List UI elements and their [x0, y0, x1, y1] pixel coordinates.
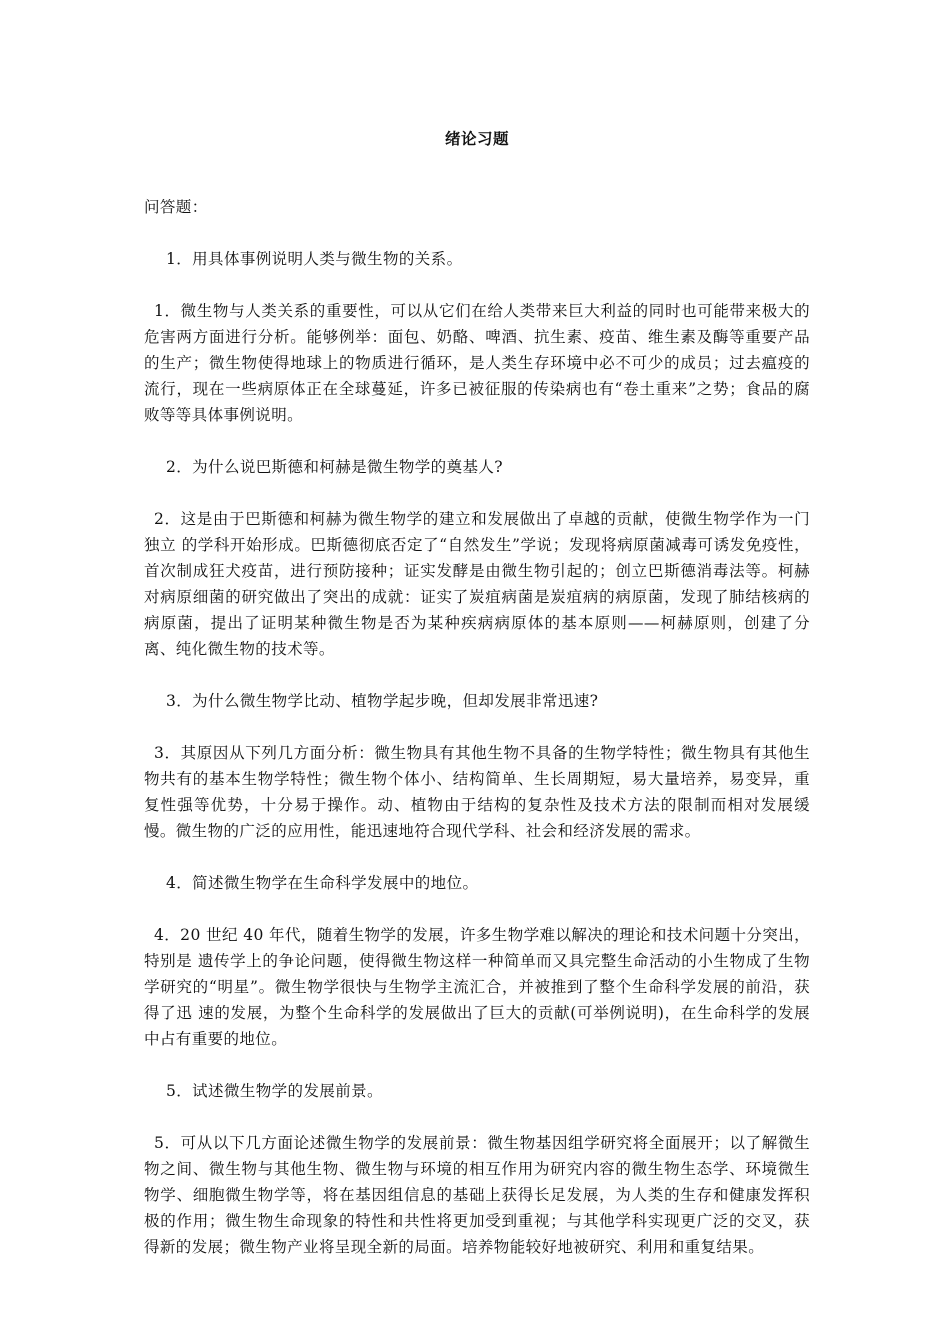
section-label: 问答题：: [144, 198, 208, 216]
answer-5: 5．可从以下几方面论述微生物学的发展前景：微生物基因组学研究将全面展开；以了解微生物之间、微生物与其他生物、微生物与环境的相互作用为研究内容的微生物生态学、环境微生物学、细胞微生物学等，将在基因组信息的基础上获得长足发展，为人类的生存和健康发挥积极的作用；微生物生命现象的特性和共性将更加受到重视；与其他学科实现更广泛的交叉，获得新的发展；微生物产业将呈现全新的局面。培养物能较好地被研究、利用和重复结果。: [144, 1134, 810, 1256]
question-5: 5．试述微生物学的发展前景。: [166, 1082, 383, 1100]
question-2: 2．为什么说巴斯德和柯赫是微生物学的奠基人?: [166, 458, 503, 476]
answer-1: 1．微生物与人类关系的重要性，可以从它们在给人类带来巨大利益的同时也可能带来极大的危害两方面进行分析。能够例举：面包、奶酪、啤酒、抗生素、疫苗、维生素及酶等重要产品的生产；微生物使得地球上的物质进行循环，是人类生存环境中必不可少的成员；过去瘟疫的流行，现在一些病原体正在全球蔓延，许多已被征服的传染病也有“卷土重来”之势；食品的腐败等等具体事例说明。: [144, 302, 810, 424]
question-4: 4．简述微生物学在生命科学发展中的地位。: [166, 874, 479, 892]
question-3: 3．为什么微生物学比动、植物学起步晚，但却发展非常迅速?: [166, 692, 599, 710]
question-1: 1．用具体事例说明人类与微生物的关系。: [166, 250, 463, 268]
answer-2: 2．这是由于巴斯德和柯赫为微生物学的建立和发展做出了卓越的贡献，使微生物学作为一门独立 的学科开始形成。巴斯德彻底否定了“自然发生”学说；发现将病原菌减毒可诱发免疫性，首次制成狂犬疫苗，进行预防接种；证实发酵是由微生物引起的；创立巴斯德消毒法等。柯赫对病原细菌的研究做出了突出的成就：证实了炭疽病菌是炭疽病的病原菌，发现了肺结核病的病原菌，提出了证明某种微生物是否为某种疾病病原体的基本原则——柯赫原则，创建了分离、纯化微生物的技术等。: [144, 510, 810, 658]
answer-4: 4．20 世纪 40 年代，随着生物学的发展，许多生物学难以解决的理论和技术问题十分突出，特别是 遗传学上的争论问题，使得微生物这样一种简单而又具完整生命活动的小生物成了生物学研究的“明星”。微生物学很快与生物学主流汇合，并被推到了整个生命科学发展的前沿，获得了迅 速的发展，为整个生命科学的发展做出了巨大的贡献(可举例说明)，在生命科学的发展中占有重要的地位。: [144, 926, 810, 1048]
document-title: 绪论习题: [444, 130, 509, 148]
answer-3: 3．其原因从下列几方面分析：微生物具有其他生物不具备的生物学特性；微生物具有其他生物共有的基本生物学特性；微生物个体小、结构简单、生长周期短，易大量培养，易变异，重复性强等优势，十分易于操作。动、植物由于结构的复杂性及技术方法的限制而相对发展缓慢。微生物的广泛的应用性，能迅速地符合现代学科、社会和经济发展的需求。: [144, 744, 810, 840]
